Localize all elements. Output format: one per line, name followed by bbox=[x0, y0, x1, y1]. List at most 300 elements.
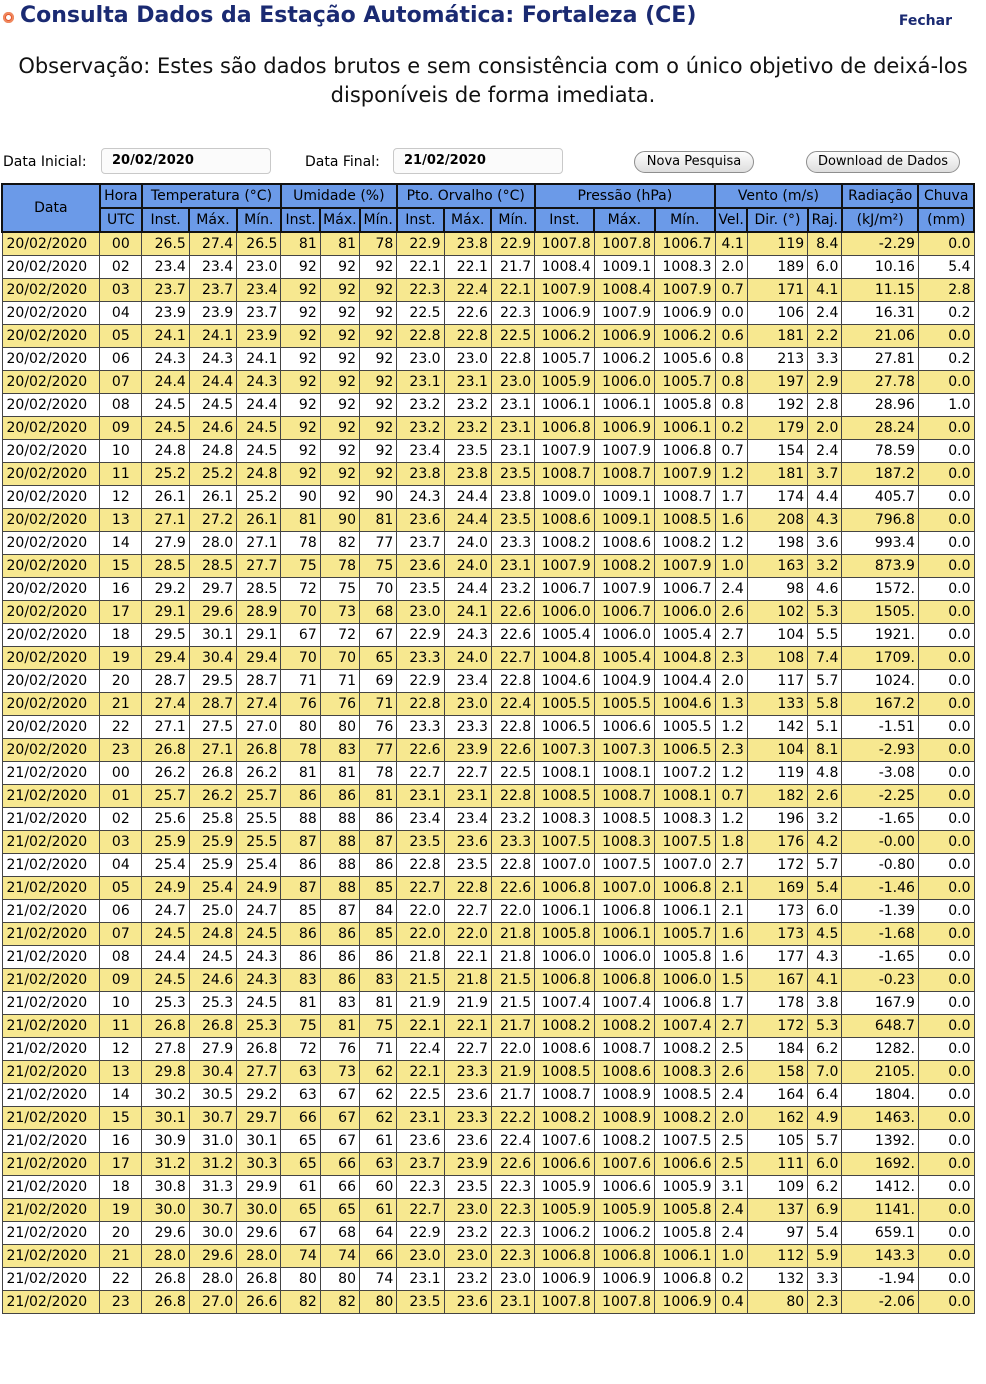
value-cell: 22.8 bbox=[491, 854, 534, 877]
value-cell: 30.4 bbox=[189, 1061, 236, 1084]
table-row bbox=[2, 877, 974, 900]
value-cell: 2.5 bbox=[715, 1038, 747, 1061]
table-row bbox=[2, 1199, 974, 1222]
value-cell: 23.4 bbox=[444, 808, 491, 831]
value-cell: 1692. bbox=[842, 1153, 919, 1176]
value-cell: 4.1 bbox=[808, 969, 842, 992]
value-cell: 28.9 bbox=[237, 601, 281, 624]
date-cell: 21/02/2020 bbox=[2, 762, 100, 785]
value-cell: 24.3 bbox=[444, 624, 491, 647]
value-cell: 1412. bbox=[842, 1176, 919, 1199]
value-cell: 28.7 bbox=[142, 670, 189, 693]
value-cell: 5.4 bbox=[808, 1222, 842, 1245]
value-cell: 65 bbox=[281, 1199, 320, 1222]
value-cell: -2.06 bbox=[842, 1291, 919, 1314]
value-cell: 6.9 bbox=[808, 1199, 842, 1222]
value-cell: 24.4 bbox=[189, 371, 236, 394]
value-cell: 24.7 bbox=[142, 900, 189, 923]
value-cell: 0.0 bbox=[918, 1107, 974, 1130]
value-cell: 0.6 bbox=[715, 325, 747, 348]
value-cell: 22.8 bbox=[491, 785, 534, 808]
value-cell: 26.8 bbox=[142, 1268, 189, 1291]
value-cell: 0.8 bbox=[715, 371, 747, 394]
value-cell: 1006.2 bbox=[594, 1222, 654, 1245]
value-cell: 31.3 bbox=[189, 1176, 236, 1199]
value-cell: 29.1 bbox=[142, 601, 189, 624]
value-cell: 0.0 bbox=[918, 1084, 974, 1107]
value-cell: 5.3 bbox=[808, 1015, 842, 1038]
value-cell: 86 bbox=[360, 946, 397, 969]
value-cell: 1.6 bbox=[715, 509, 747, 532]
value-cell: -1.51 bbox=[842, 716, 919, 739]
value-cell: 0.0 bbox=[918, 325, 974, 348]
date-cell: 20/02/2020 bbox=[2, 302, 100, 325]
value-cell: 23.7 bbox=[397, 532, 444, 555]
value-cell: 24.1 bbox=[444, 601, 491, 624]
value-cell: 92 bbox=[281, 417, 320, 440]
value-cell: 8.4 bbox=[808, 232, 842, 256]
value-cell: 163 bbox=[747, 555, 807, 578]
hour-cell: 04 bbox=[100, 302, 142, 325]
value-cell: 22.0 bbox=[444, 923, 491, 946]
value-cell: 23.0 bbox=[397, 601, 444, 624]
value-cell: 1006.9 bbox=[594, 417, 654, 440]
value-cell: 1.7 bbox=[715, 486, 747, 509]
sub-header-cell: Máx. bbox=[189, 208, 236, 232]
value-cell: 23.5 bbox=[491, 509, 534, 532]
value-cell: 177 bbox=[747, 946, 807, 969]
value-cell: 28.5 bbox=[142, 555, 189, 578]
date-cell: 21/02/2020 bbox=[2, 969, 100, 992]
value-cell: 1006.8 bbox=[655, 440, 715, 463]
value-cell: 23.2 bbox=[444, 1222, 491, 1245]
value-cell: 1.2 bbox=[715, 532, 747, 555]
value-cell: 22.6 bbox=[491, 739, 534, 762]
value-cell: 104 bbox=[747, 739, 807, 762]
value-cell: 0.0 bbox=[918, 877, 974, 900]
value-cell: 1921. bbox=[842, 624, 919, 647]
date-cell: 21/02/2020 bbox=[2, 785, 100, 808]
value-cell: 81 bbox=[320, 762, 359, 785]
value-cell: 27.7 bbox=[237, 555, 281, 578]
value-cell: 1008.2 bbox=[594, 1130, 654, 1153]
value-cell: 23.1 bbox=[397, 1268, 444, 1291]
value-cell: 119 bbox=[747, 762, 807, 785]
value-cell: 0.0 bbox=[918, 647, 974, 670]
value-cell: 24.0 bbox=[444, 555, 491, 578]
value-cell: 1005.7 bbox=[655, 923, 715, 946]
value-cell: 1007.0 bbox=[594, 877, 654, 900]
value-cell: 1008.7 bbox=[594, 1038, 654, 1061]
value-cell: 3.7 bbox=[808, 463, 842, 486]
value-cell: 1006.0 bbox=[535, 601, 594, 624]
bullet-icon bbox=[3, 12, 14, 23]
value-cell: 22.6 bbox=[491, 624, 534, 647]
value-cell: 30.1 bbox=[189, 624, 236, 647]
value-cell: 21.7 bbox=[491, 1015, 534, 1038]
hour-cell: 22 bbox=[100, 716, 142, 739]
value-cell: 0.0 bbox=[918, 739, 974, 762]
value-cell: 22.7 bbox=[397, 877, 444, 900]
value-cell: 143.3 bbox=[842, 1245, 919, 1268]
value-cell: 1005.5 bbox=[535, 693, 594, 716]
value-cell: 73 bbox=[320, 601, 359, 624]
value-cell: 2.7 bbox=[715, 1015, 747, 1038]
value-cell: 29.6 bbox=[189, 1245, 236, 1268]
value-cell: 23.3 bbox=[444, 1061, 491, 1084]
value-cell: 29.5 bbox=[189, 670, 236, 693]
value-cell: 26.2 bbox=[237, 762, 281, 785]
value-cell: 167.2 bbox=[842, 693, 919, 716]
value-cell: 1006.8 bbox=[594, 969, 654, 992]
value-cell: 184 bbox=[747, 1038, 807, 1061]
value-cell: 66 bbox=[360, 1245, 397, 1268]
value-cell: 1463. bbox=[842, 1107, 919, 1130]
value-cell: 78 bbox=[360, 762, 397, 785]
value-cell: 29.1 bbox=[237, 624, 281, 647]
table-row bbox=[2, 785, 974, 808]
value-cell: 1008.2 bbox=[655, 532, 715, 555]
value-cell: 132 bbox=[747, 1268, 807, 1291]
date-cell: 21/02/2020 bbox=[2, 808, 100, 831]
date-cell: 20/02/2020 bbox=[2, 371, 100, 394]
value-cell: 174 bbox=[747, 486, 807, 509]
value-cell: 22.8 bbox=[397, 854, 444, 877]
value-cell: 23.9 bbox=[444, 739, 491, 762]
date-cell: 21/02/2020 bbox=[2, 1130, 100, 1153]
value-cell: 26.1 bbox=[237, 509, 281, 532]
value-cell: 1007.9 bbox=[655, 279, 715, 302]
value-cell: 0.0 bbox=[918, 1245, 974, 1268]
hour-cell: 13 bbox=[100, 1061, 142, 1084]
value-cell: 92 bbox=[320, 394, 359, 417]
value-cell: 81 bbox=[360, 509, 397, 532]
value-cell: 158 bbox=[747, 1061, 807, 1084]
value-cell: 22.7 bbox=[444, 762, 491, 785]
table-row bbox=[2, 992, 974, 1015]
value-cell: 1005.9 bbox=[535, 1176, 594, 1199]
value-cell: 27.81 bbox=[842, 348, 919, 371]
date-cell: 20/02/2020 bbox=[2, 532, 100, 555]
value-cell: 22.4 bbox=[491, 693, 534, 716]
value-cell: 88 bbox=[281, 808, 320, 831]
value-cell: 0.0 bbox=[918, 1268, 974, 1291]
value-cell: 86 bbox=[281, 923, 320, 946]
value-cell: 1008.6 bbox=[594, 532, 654, 555]
hour-cell: 09 bbox=[100, 969, 142, 992]
value-cell: 23.8 bbox=[397, 463, 444, 486]
value-cell: 74 bbox=[320, 1245, 359, 1268]
hour-cell: 21 bbox=[100, 693, 142, 716]
value-cell: 1008.6 bbox=[594, 1061, 654, 1084]
value-cell: 0.0 bbox=[918, 670, 974, 693]
end-date-input[interactable]: 21/02/2020 bbox=[393, 148, 563, 174]
value-cell: 1008.9 bbox=[594, 1107, 654, 1130]
value-cell: 1007.0 bbox=[655, 854, 715, 877]
value-cell: 82 bbox=[320, 532, 359, 555]
value-cell: 102 bbox=[747, 601, 807, 624]
value-cell: 23.2 bbox=[444, 417, 491, 440]
value-cell: 0.8 bbox=[715, 394, 747, 417]
value-cell: 61 bbox=[360, 1199, 397, 1222]
table-row bbox=[2, 647, 974, 670]
value-cell: 0.0 bbox=[918, 1015, 974, 1038]
table-row bbox=[2, 1268, 974, 1291]
value-cell: 23.2 bbox=[444, 394, 491, 417]
value-cell: 0.0 bbox=[918, 440, 974, 463]
value-cell: 24.5 bbox=[142, 394, 189, 417]
value-cell: 1008.7 bbox=[535, 463, 594, 486]
value-cell: -2.29 bbox=[842, 232, 919, 256]
value-cell: 0.0 bbox=[918, 808, 974, 831]
value-cell: 66 bbox=[320, 1176, 359, 1199]
hour-cell: 23 bbox=[100, 739, 142, 762]
value-cell: 72 bbox=[281, 578, 320, 601]
value-cell: 179 bbox=[747, 417, 807, 440]
value-cell: 1008.5 bbox=[655, 1084, 715, 1107]
value-cell: 22.0 bbox=[397, 923, 444, 946]
value-cell: 1006.5 bbox=[655, 739, 715, 762]
value-cell: 169 bbox=[747, 877, 807, 900]
value-cell: 1004.4 bbox=[655, 670, 715, 693]
value-cell: 4.6 bbox=[808, 578, 842, 601]
value-cell: 1.5 bbox=[715, 969, 747, 992]
value-cell: 0.2 bbox=[715, 417, 747, 440]
value-cell: 24.3 bbox=[237, 946, 281, 969]
value-cell: 21.8 bbox=[397, 946, 444, 969]
value-cell: 29.4 bbox=[237, 647, 281, 670]
table-row bbox=[2, 969, 974, 992]
value-cell: 0.2 bbox=[715, 1268, 747, 1291]
value-cell: 23.1 bbox=[397, 1107, 444, 1130]
value-cell: 1005.8 bbox=[655, 1222, 715, 1245]
value-cell: 92 bbox=[360, 440, 397, 463]
value-cell: 23.0 bbox=[444, 348, 491, 371]
title-bar bbox=[0, 0, 986, 40]
value-cell: 1008.2 bbox=[655, 1107, 715, 1130]
value-cell: 92 bbox=[320, 325, 359, 348]
table-row bbox=[2, 486, 974, 509]
value-cell: 25.7 bbox=[237, 785, 281, 808]
value-cell: 1007.6 bbox=[535, 1130, 594, 1153]
value-cell: 66 bbox=[320, 1153, 359, 1176]
date-cell: 20/02/2020 bbox=[2, 279, 100, 302]
value-cell: 173 bbox=[747, 900, 807, 923]
value-cell: 26.5 bbox=[142, 232, 189, 256]
value-cell: 29.2 bbox=[237, 1084, 281, 1107]
value-cell: 2.4 bbox=[715, 1222, 747, 1245]
hour-cell: 19 bbox=[100, 647, 142, 670]
new-search-button[interactable]: Nova Pesquisa bbox=[634, 151, 754, 173]
value-cell: 1009.0 bbox=[535, 486, 594, 509]
value-cell: 1141. bbox=[842, 1199, 919, 1222]
value-cell: 22.9 bbox=[491, 232, 534, 256]
value-cell: 22.3 bbox=[491, 1245, 534, 1268]
value-cell: 24.5 bbox=[189, 394, 236, 417]
value-cell: -0.00 bbox=[842, 831, 919, 854]
value-cell: 88 bbox=[320, 831, 359, 854]
value-cell: 23.6 bbox=[444, 1130, 491, 1153]
value-cell: 198 bbox=[747, 532, 807, 555]
date-cell: 21/02/2020 bbox=[2, 1268, 100, 1291]
date-cell: 20/02/2020 bbox=[2, 555, 100, 578]
value-cell: 873.9 bbox=[842, 555, 919, 578]
value-cell: 1008.6 bbox=[535, 1038, 594, 1061]
value-cell: 29.6 bbox=[142, 1222, 189, 1245]
value-cell: 1005.7 bbox=[535, 348, 594, 371]
value-cell: 22.7 bbox=[397, 1199, 444, 1222]
value-cell: 0.0 bbox=[918, 762, 974, 785]
value-cell: 28.0 bbox=[237, 1245, 281, 1268]
disclaimer-note: Observação: Estes são dados brutos e sem consistência com o único objetivo de deixá-los disponíveis de forma imediata. bbox=[18, 54, 968, 107]
value-cell: 28.24 bbox=[842, 417, 919, 440]
value-cell: 192 bbox=[747, 394, 807, 417]
sub-header-cell: Máx. bbox=[444, 208, 491, 232]
value-cell: 92 bbox=[360, 325, 397, 348]
value-cell: 23.8 bbox=[491, 486, 534, 509]
value-cell: 87 bbox=[320, 900, 359, 923]
value-cell: 0.7 bbox=[715, 279, 747, 302]
value-cell: 23.1 bbox=[397, 371, 444, 394]
value-cell: 27.1 bbox=[142, 509, 189, 532]
value-cell: 23.1 bbox=[491, 440, 534, 463]
value-cell: 108 bbox=[747, 647, 807, 670]
value-cell: 23.4 bbox=[444, 670, 491, 693]
value-cell: 29.6 bbox=[237, 1222, 281, 1245]
value-cell: 3.2 bbox=[808, 808, 842, 831]
value-cell: 25.6 bbox=[142, 808, 189, 831]
value-cell: 1005.9 bbox=[655, 1176, 715, 1199]
value-cell: 71 bbox=[281, 670, 320, 693]
start-date-input[interactable]: 20/02/2020 bbox=[101, 148, 271, 174]
date-cell: 20/02/2020 bbox=[2, 716, 100, 739]
value-cell: 21.06 bbox=[842, 325, 919, 348]
value-cell: 1004.8 bbox=[535, 647, 594, 670]
hour-cell: 04 bbox=[100, 854, 142, 877]
value-cell: 1005.9 bbox=[535, 371, 594, 394]
value-cell: 1008.2 bbox=[535, 1015, 594, 1038]
value-cell: -1.68 bbox=[842, 923, 919, 946]
date-cell: 21/02/2020 bbox=[2, 1222, 100, 1245]
date-cell: 20/02/2020 bbox=[2, 601, 100, 624]
value-cell: 74 bbox=[360, 1268, 397, 1291]
value-cell: 8.1 bbox=[808, 739, 842, 762]
value-cell: 26.1 bbox=[189, 486, 236, 509]
value-cell: 92 bbox=[281, 279, 320, 302]
value-cell: 22.3 bbox=[491, 1199, 534, 1222]
value-cell: 26.8 bbox=[189, 762, 236, 785]
value-cell: 2.4 bbox=[715, 1084, 747, 1107]
value-cell: 85 bbox=[281, 900, 320, 923]
value-cell: 0.0 bbox=[918, 486, 974, 509]
page-title: Consulta Dados da Estação Automática: Fortaleza (CE) bbox=[20, 3, 697, 28]
value-cell: 1007.8 bbox=[535, 1291, 594, 1314]
value-cell: 6.0 bbox=[808, 1153, 842, 1176]
value-cell: 0.0 bbox=[918, 624, 974, 647]
value-cell: 181 bbox=[747, 325, 807, 348]
value-cell: 60 bbox=[360, 1176, 397, 1199]
value-cell: 92 bbox=[360, 256, 397, 279]
value-cell: 24.5 bbox=[237, 440, 281, 463]
value-cell: 83 bbox=[320, 992, 359, 1015]
value-cell: 23.7 bbox=[189, 279, 236, 302]
value-cell: 24.4 bbox=[142, 946, 189, 969]
date-cell: 20/02/2020 bbox=[2, 624, 100, 647]
value-cell: 1007.9 bbox=[594, 440, 654, 463]
close-link[interactable]: Fechar bbox=[898, 13, 952, 29]
value-cell: 1005.8 bbox=[655, 1199, 715, 1222]
value-cell: 1005.6 bbox=[655, 348, 715, 371]
value-cell: 22.5 bbox=[491, 762, 534, 785]
value-cell: 1009.1 bbox=[594, 509, 654, 532]
value-cell: 23.4 bbox=[397, 440, 444, 463]
value-cell: 75 bbox=[281, 1015, 320, 1038]
table-row bbox=[2, 1015, 974, 1038]
value-cell: 1006.9 bbox=[535, 302, 594, 325]
value-cell: 0.0 bbox=[918, 854, 974, 877]
value-cell: 0.0 bbox=[918, 785, 974, 808]
hour-cell: 17 bbox=[100, 1153, 142, 1176]
table-row bbox=[2, 256, 974, 279]
value-cell: 76 bbox=[360, 716, 397, 739]
hour-cell: 22 bbox=[100, 1268, 142, 1291]
value-cell: 86 bbox=[281, 854, 320, 877]
hour-cell: 12 bbox=[100, 486, 142, 509]
value-cell: 24.0 bbox=[444, 647, 491, 670]
value-cell: 6.2 bbox=[808, 1038, 842, 1061]
value-cell: 22.6 bbox=[491, 1153, 534, 1176]
value-cell: 78 bbox=[360, 232, 397, 256]
value-cell: 24.5 bbox=[142, 969, 189, 992]
value-cell: 1005.8 bbox=[535, 923, 594, 946]
table-row bbox=[2, 578, 974, 601]
value-cell: 77 bbox=[360, 532, 397, 555]
value-cell: 1007.0 bbox=[535, 854, 594, 877]
value-cell: 78 bbox=[281, 739, 320, 762]
value-cell: 1008.2 bbox=[594, 1015, 654, 1038]
value-cell: 22.0 bbox=[491, 900, 534, 923]
value-cell: 88 bbox=[320, 854, 359, 877]
hour-cell: 11 bbox=[100, 463, 142, 486]
value-cell: 26.8 bbox=[142, 1015, 189, 1038]
value-cell: 4.4 bbox=[808, 486, 842, 509]
value-cell: 75 bbox=[320, 578, 359, 601]
value-cell: 65 bbox=[281, 1130, 320, 1153]
value-cell: 1006.1 bbox=[594, 394, 654, 417]
value-cell: 65 bbox=[281, 1153, 320, 1176]
value-cell: 70 bbox=[360, 578, 397, 601]
value-cell: 1505. bbox=[842, 601, 919, 624]
value-cell: -1.94 bbox=[842, 1268, 919, 1291]
value-cell: 29.2 bbox=[142, 578, 189, 601]
table-row bbox=[2, 532, 974, 555]
value-cell: 24.5 bbox=[237, 417, 281, 440]
date-cell: 21/02/2020 bbox=[2, 1199, 100, 1222]
value-cell: 2.0 bbox=[808, 417, 842, 440]
value-cell: 23.2 bbox=[397, 417, 444, 440]
value-cell: 27.4 bbox=[237, 693, 281, 716]
value-cell: 81 bbox=[360, 785, 397, 808]
value-cell: 167.9 bbox=[842, 992, 919, 1015]
value-cell: 92 bbox=[281, 256, 320, 279]
value-cell: 2.4 bbox=[715, 578, 747, 601]
value-cell: 67 bbox=[360, 624, 397, 647]
value-cell: 74 bbox=[281, 1245, 320, 1268]
download-button[interactable]: Download de Dados bbox=[806, 151, 960, 173]
value-cell: 24.6 bbox=[189, 417, 236, 440]
value-cell: 172 bbox=[747, 854, 807, 877]
value-cell: 29.7 bbox=[237, 1107, 281, 1130]
